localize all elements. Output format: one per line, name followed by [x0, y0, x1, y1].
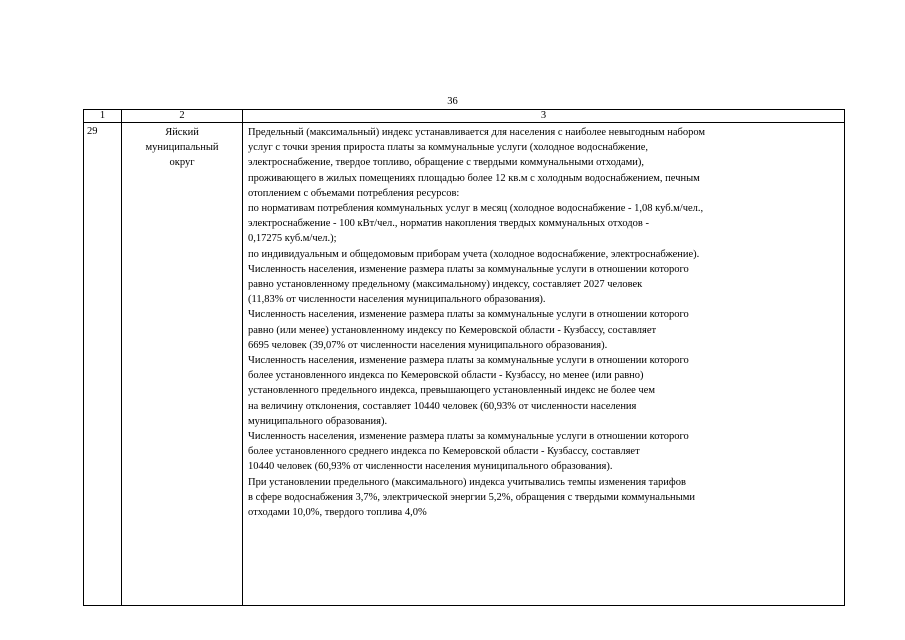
description-line: на величину отклонения, составляет 10440 человек (60,93% от численности населения — [248, 400, 637, 412]
description-line: электроснабжение - 100 кВт/чел., норматив накопления твердых коммунальных отходов - — [248, 218, 649, 230]
description-line: Численность населения, изменение размера платы за коммунальные услуги в отношении которого — [248, 431, 689, 443]
description-line: по нормативам потребления коммунальных услуг в месяц (холодное водоснабжение - 1,08 куб.м/чел., — [248, 203, 704, 215]
description-line: равно установленному предельному (максимальному) индексу, составляет 2027 человек — [248, 279, 643, 291]
table-row — [84, 123, 845, 606]
description-line: 0,17275 куб.м/чел.); — [248, 233, 337, 245]
municipality-name-line: округ — [169, 157, 195, 168]
description-line: муниципального образования). — [248, 415, 388, 427]
municipality-name-line: муниципальный — [145, 142, 219, 153]
header-col-2: 2 — [122, 110, 243, 123]
header-col-3: 3 — [243, 110, 845, 123]
description-line: в сфере водоснабжения 3,7%, электрической энергии 5,2%, обращения с твердыми коммунальными — [248, 491, 695, 503]
description-line: услуг с точки зрения прироста платы за коммунальные услуги (холодное водоснабжение, — [248, 142, 649, 154]
description-line: (11,83% от численности населения муниципального образования). — [248, 294, 546, 306]
municipality-name — [122, 123, 243, 606]
description-line: равно (или менее) установленному индексу по Кемеровской области - Кузбассу, составляет — [248, 324, 657, 336]
row-number: 29 — [84, 123, 122, 606]
page-number: 36 — [447, 96, 458, 107]
description-line: 10440 человек (60,93% от численности населения муниципального образования). — [248, 461, 613, 473]
header-col-1: 1 — [84, 110, 122, 123]
municipality-name-line: Яйский — [165, 127, 199, 138]
description-line: Предельный (максимальный) индекс устанавливается для населения с наиболее невыгодным набором — [248, 127, 706, 138]
description-line: электроснабжение, твердое топливо, обращение с твердыми коммунальными отходами), — [248, 157, 645, 169]
description-line: более установленного среднего индекса по Кемеровской области - Кузбассу, составляет — [248, 446, 640, 458]
description-line: отходами 10,0%, твердого топлива 4,0% — [248, 507, 427, 519]
description-line: более установленного индекса по Кемеровской области - Кузбассу, но менее (или равно) — [248, 370, 644, 382]
description-line: по индивидуальным и общедомовым приборам учета (холодное водоснабжение, электроснабжение). — [248, 248, 700, 260]
description-line: Численность населения, изменение размера платы за коммунальные услуги в отношении которого — [248, 309, 689, 321]
description-line: установленного предельного индекса, превышающего установленный индекс не более чем — [248, 385, 655, 397]
document-table — [83, 109, 845, 606]
description-line: отоплением с объемами потребления ресурсов: — [248, 187, 460, 199]
description-line: проживающего в жилых помещениях площадью более 12 кв.м с холодным водоснабжением, печным — [248, 172, 700, 184]
description-text — [243, 123, 845, 606]
description-line: Численность населения, изменение размера платы за коммунальные услуги в отношении которого — [248, 355, 689, 367]
description-line: 6695 человек (39,07% от численности населения муниципального образования). — [248, 339, 608, 351]
description-line: Численность населения, изменение размера платы за коммунальные услуги в отношении которого — [248, 263, 689, 275]
table-header-row — [84, 110, 845, 123]
description-line: При установлении предельного (максимального) индекса учитывались темпы изменения тарифов — [248, 476, 686, 488]
